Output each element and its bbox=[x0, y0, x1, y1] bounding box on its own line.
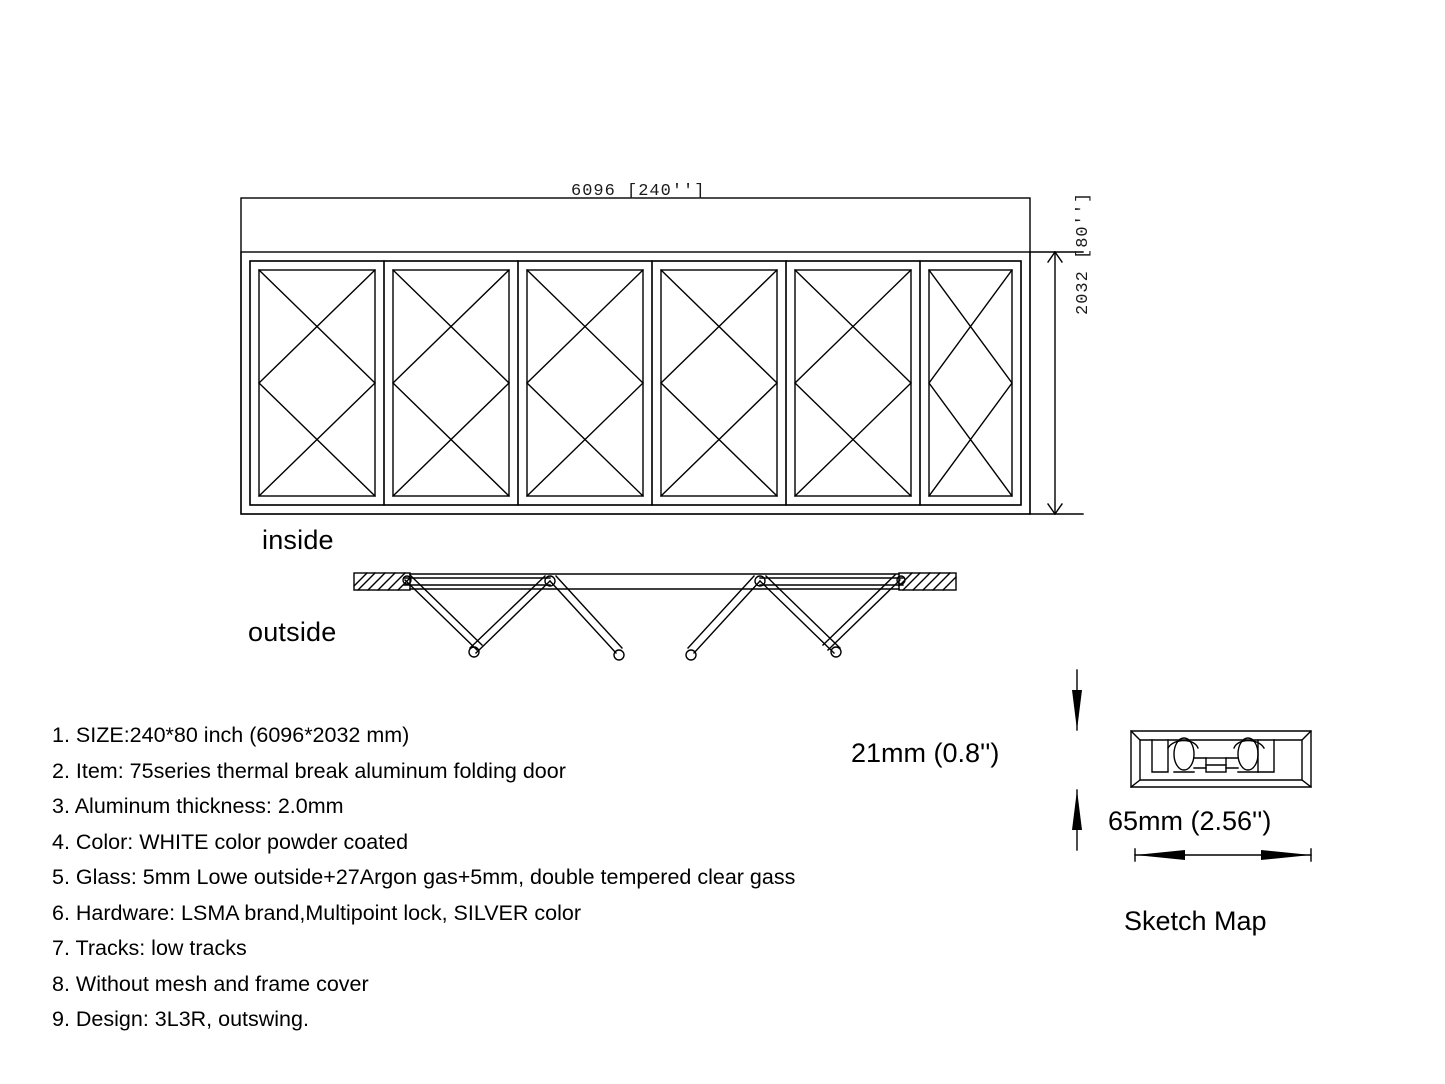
spec-item-9: 9. Design: 3L3R, outswing. bbox=[52, 1007, 309, 1031]
spec-item-4: 4. Color: WHITE color powder coated bbox=[52, 829, 409, 854]
spec-item-5: 5. Glass: 5mm Lowe outside+27Argon gas+5mm, double tempered clear gass bbox=[52, 865, 796, 889]
overall-width-dimension-label: 6096 [240''] bbox=[571, 182, 706, 201]
inside-view-label: inside bbox=[262, 525, 334, 555]
door-panel-1 bbox=[250, 261, 384, 505]
spec-item-7: 7. Tracks: low tracks bbox=[52, 936, 247, 960]
spec-item-8: 8. Without mesh and frame cover bbox=[52, 971, 369, 996]
outside-view-label: outside bbox=[248, 617, 337, 647]
door-panel-6 bbox=[920, 261, 1021, 505]
spec-item-1: 1. SIZE:240*80 inch (6096*2032 mm) bbox=[52, 723, 410, 747]
door-panel-3 bbox=[518, 261, 652, 505]
profile-height-label: 21mm (0.8'') bbox=[851, 738, 1000, 768]
overall-height-dimension-label: 2032 [80''] bbox=[1074, 191, 1093, 315]
plan-view-folding-door bbox=[354, 573, 956, 660]
door-panel-4 bbox=[652, 261, 786, 505]
specification-list bbox=[52, 718, 952, 1038]
door-panel-5 bbox=[786, 261, 920, 505]
spec-item-6: 6. Hardware: LSMA brand,Multipoint lock, SILVER color bbox=[52, 900, 581, 925]
profile-width-dimension bbox=[1135, 849, 1311, 861]
spec-item-2: 2. Item: 75series thermal break aluminum folding door bbox=[52, 758, 566, 783]
profile-height-dimension bbox=[1072, 670, 1082, 850]
sketch-map-caption: Sketch Map bbox=[1124, 906, 1267, 936]
door-panel-2 bbox=[384, 261, 518, 505]
profile-width-label: 65mm (2.56'') bbox=[1108, 806, 1272, 836]
spec-item-3: 3. Aluminum thickness: 2.0mm bbox=[52, 794, 344, 818]
track-profile-section bbox=[1131, 731, 1311, 787]
